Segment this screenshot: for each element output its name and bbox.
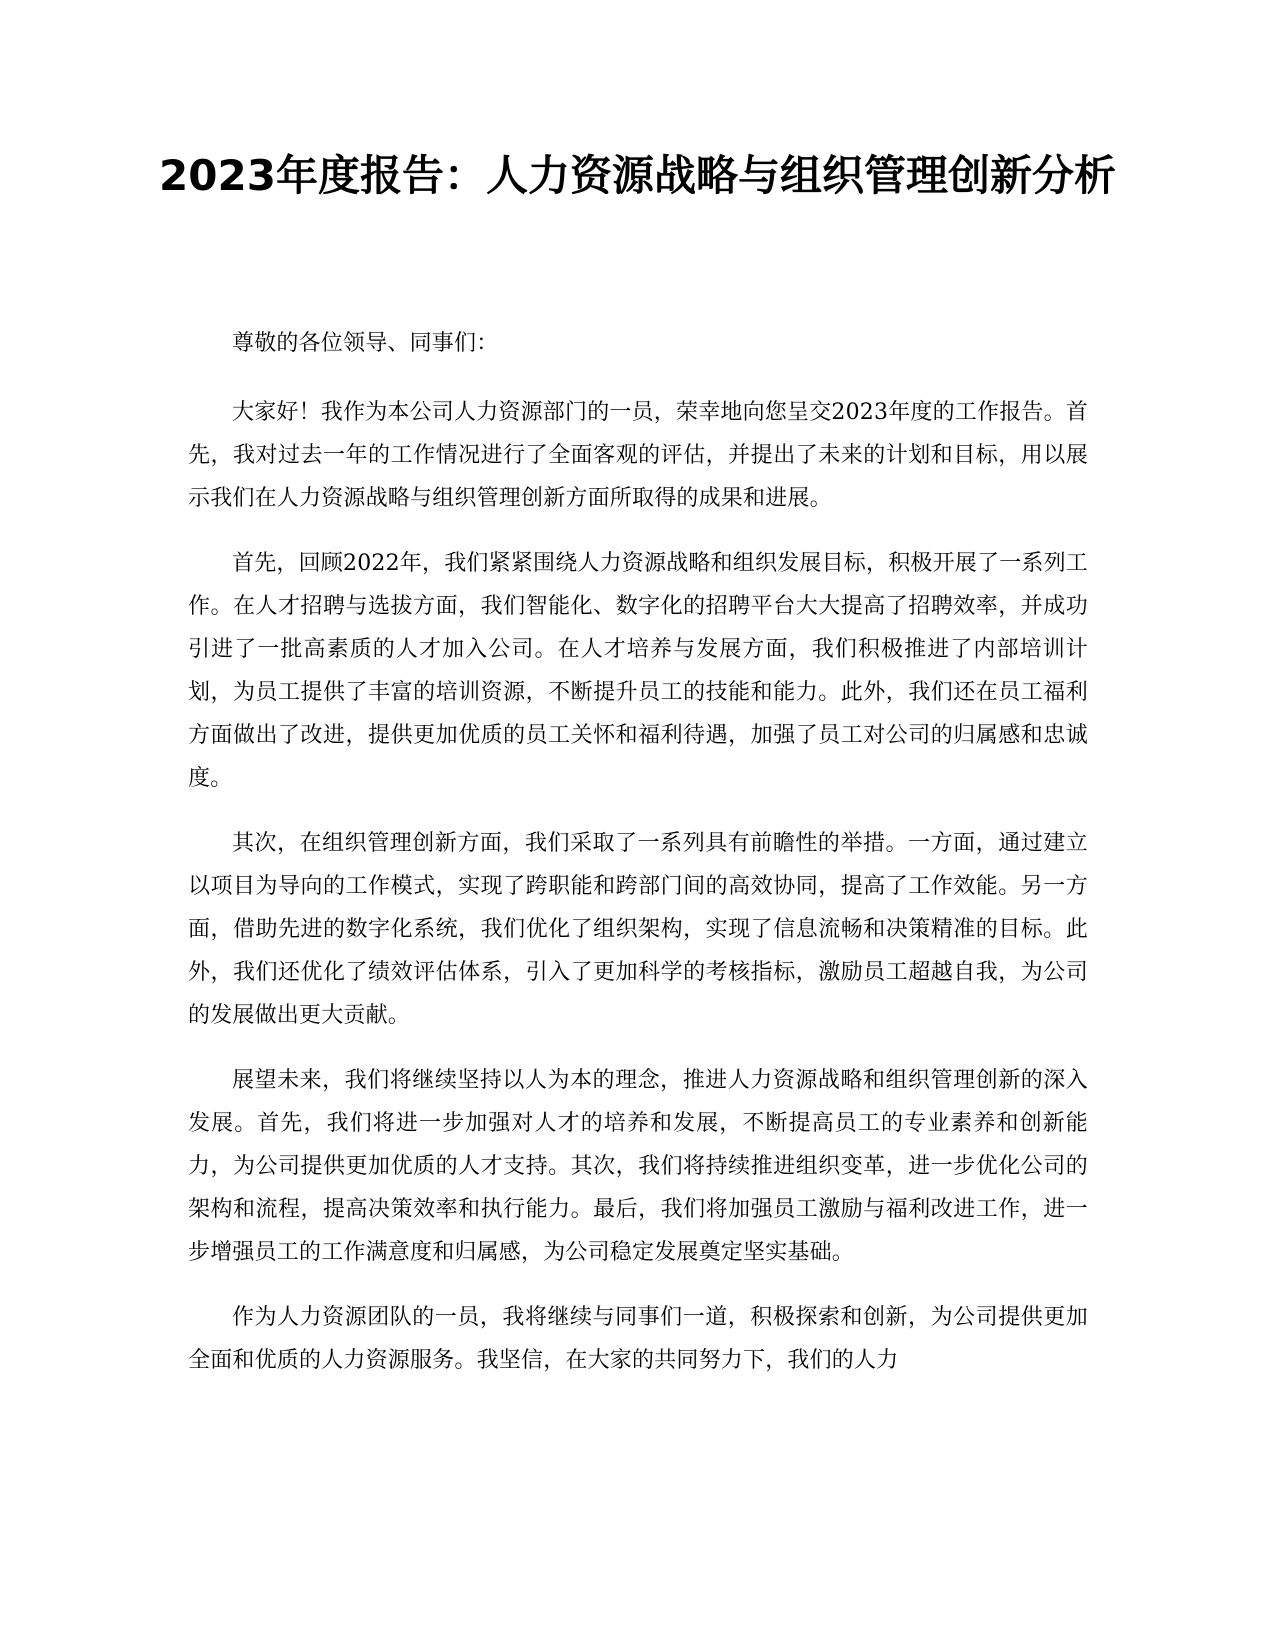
document-title: 2023年度报告：人力资源战略与组织管理创新分析 [159, 151, 1116, 200]
paragraph-outlook: 展望未来，我们将继续坚持以人为本的理念，推进人力资源战略和组织管理创新的深入发展。首先，我们将进一步加强对人才的培养和发展，不断提高员工的专业素养和创新能力，为公司提供更加优质的人才支持。其次，我们将持续推进组织变革，进一步优化公司的架构和流程，提高决策效率和执行能力。最后，我们将加强员工激励与福利改进工作，进一步增强员工的工作满意度和归属感，为公司稳定发展奠定坚实基础。 [188, 1068, 1088, 1265]
paragraph-intro: 大家好！我作为本公司人力资源部门的一员，荣幸地向您呈交2023年度的工作报告。首先，我对过去一年的工作情况进行了全面客观的评估，并提出了未来的计划和目标，用以展示我们在人力资源战略与组织管理创新方面所取得的成果和进展。 [188, 400, 1088, 511]
paragraph-review-2022: 首先，回顾2022年，我们紧紧围绕人力资源战略和组织发展目标，积极开展了一系列工作。在人才招聘与选拔方面，我们智能化、数字化的招聘平台大大提高了招聘效率，并成功引进了一批高素质的人才加入公司。在人才培养与发展方面，我们积极推进了内部培训计划，为员工提供了丰富的培训资源，不断提升员工的技能和能力。此外，我们还在员工福利方面做出了改进，提供更加优质的员工关怀和福利待遇，加强了员工对公司的归属感和忠诚度。 [188, 551, 1088, 791]
paragraph-org-innovation: 其次，在组织管理创新方面，我们采取了一系列具有前瞻性的举措。一方面，通过建立以项目为导向的工作模式，实现了跨职能和跨部门间的高效协同，提高了工作效能。另一方面，借助先进的数字化系统，我们优化了组织架构，实现了信息流畅和决策精准的目标。此外，我们还优化了绩效评估体系，引入了更加科学的考核指标，激励员工超越自我，为公司的发展做出更大贡献。 [188, 831, 1088, 1028]
paragraph-closing: 作为人力资源团队的一员，我将继续与同事们一道，积极探索和创新，为公司提供更加全面和优质的人力资源服务。我坚信，在大家的共同努力下，我们的人力 [188, 1305, 1088, 1373]
greeting: 尊敬的各位领导、同事们： [232, 331, 499, 356]
document-body [188, 322, 1088, 1404]
